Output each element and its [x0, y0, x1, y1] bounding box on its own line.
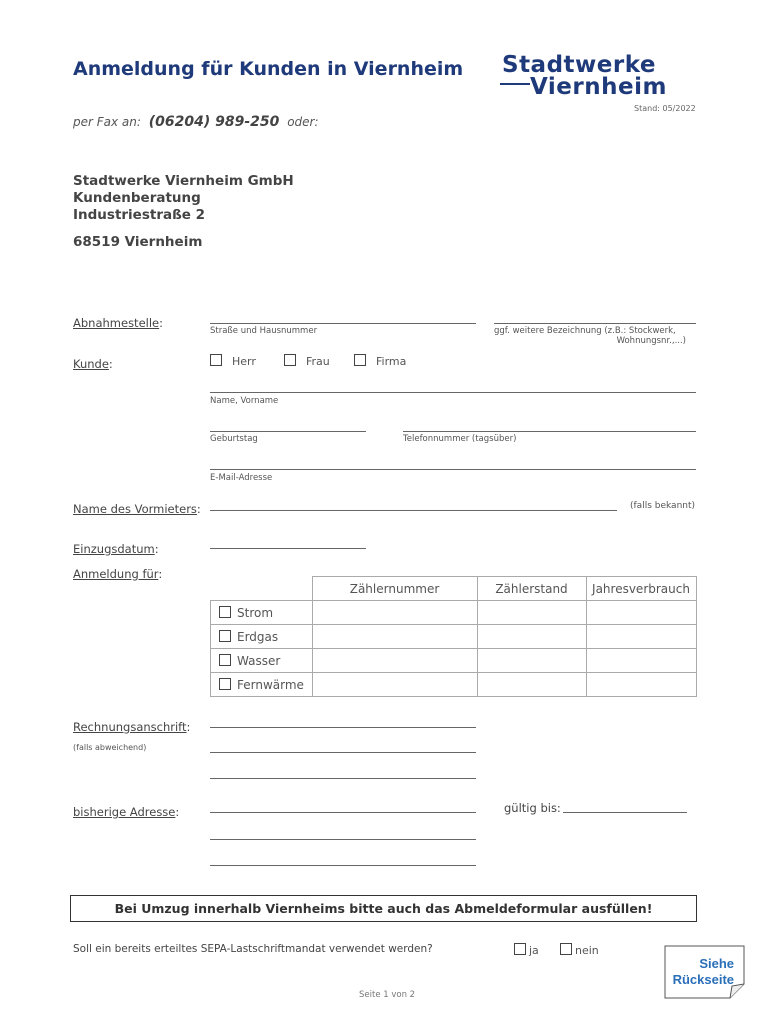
- abnahmestelle-street-input[interactable]: [210, 323, 476, 324]
- gueltig-label: gültig bis:: [504, 801, 561, 815]
- utility-wasser[interactable]: [211, 649, 313, 673]
- table-row: [211, 673, 697, 697]
- address-company: Stadtwerke Viernheim GmbH: [73, 173, 294, 189]
- name-caption: Name, Vorname: [210, 396, 279, 406]
- address-department: Kundenberatung: [73, 190, 201, 206]
- wasser-label: Wasser: [237, 653, 281, 668]
- sepa-nein-label: nein: [575, 944, 599, 957]
- meter-table: [210, 576, 697, 697]
- wasser-zaehlernummer-cell[interactable]: [312, 649, 477, 673]
- strom-zaehlernummer-cell[interactable]: [312, 601, 477, 625]
- rechnung-hint: (falls abweichend): [73, 743, 147, 752]
- sepa-ja-label: ja: [529, 944, 539, 957]
- fernwaerme-jahresverbrauch-cell[interactable]: [586, 673, 696, 697]
- vormieter-hint: (falls bekannt): [630, 501, 696, 511]
- umzug-notice: Bei Umzug innerhalb Viernheims bitte auch das Abmeldeformular ausfüllen!: [70, 895, 697, 922]
- abnahmestelle-row: Abnahmestelle:: [73, 316, 163, 330]
- erdgas-jahresverbrauch-cell[interactable]: [586, 625, 696, 649]
- table-row: [211, 649, 697, 673]
- wasser-jahresverbrauch-cell[interactable]: [586, 649, 696, 673]
- see-back-line-2: Rückseite: [672, 972, 734, 987]
- erdgas-checkbox[interactable]: [219, 630, 231, 642]
- email-caption: E-Mail-Adresse: [210, 473, 273, 483]
- fax-prefix: per Fax an:: [73, 115, 141, 129]
- fernwaerme-zaehlerstand-cell[interactable]: [477, 673, 586, 697]
- wasser-checkbox[interactable]: [219, 654, 231, 666]
- address-city: 68519 Viernheim: [73, 234, 203, 250]
- table-row: [211, 625, 697, 649]
- page-title: Anmeldung für Kunden in Viernheim: [73, 58, 464, 80]
- sepa-ja[interactable]: [514, 943, 539, 957]
- extra-caption-line-1: ggf. weitere Bezeichnung (z.B.: Stockwerk,: [494, 326, 676, 336]
- herr-label: Herr: [232, 355, 256, 368]
- sepa-question: Soll ein bereits erteiltes SEPA-Lastschriftmandat verwendet werden?: [73, 943, 433, 955]
- rechnung-row: Rechnungsanschrift:: [73, 720, 191, 734]
- birthday-input[interactable]: [210, 431, 366, 432]
- vormieter-input[interactable]: [210, 510, 617, 511]
- frau-checkbox[interactable]: [284, 354, 296, 366]
- erdgas-zaehlerstand-cell[interactable]: [477, 625, 586, 649]
- see-back-note: [662, 944, 746, 999]
- anmeldung-label: Anmeldung für: [73, 567, 159, 581]
- address-street: Industriestraße 2: [73, 207, 206, 223]
- stand-date: Stand: 05/2022: [634, 104, 696, 113]
- fax-number: (06204) 989-250: [148, 114, 280, 130]
- extra-caption-line-2: Wohnungsnr.,...): [616, 336, 686, 346]
- stadtwerke-logo: [500, 52, 705, 102]
- page-number: Seite 1 von 2: [359, 990, 416, 1000]
- einzug-label: Einzugsdatum: [73, 542, 155, 556]
- fax-line: [73, 114, 319, 130]
- header-zaehlernummer: Zählernummer: [312, 577, 477, 601]
- salutation-frau[interactable]: [284, 354, 330, 368]
- erdgas-label: Erdgas: [237, 629, 279, 644]
- salutation-firma[interactable]: [354, 354, 406, 368]
- birthday-caption: Geburtstag: [210, 434, 258, 444]
- sepa-ja-checkbox[interactable]: [514, 943, 526, 955]
- herr-checkbox[interactable]: [210, 354, 222, 366]
- rechnung-input-2[interactable]: [210, 752, 476, 753]
- fernwaerme-label: Fernwärme: [237, 677, 304, 692]
- strom-zaehlerstand-cell[interactable]: [477, 601, 586, 625]
- name-input[interactable]: [210, 392, 696, 393]
- firma-checkbox[interactable]: [354, 354, 366, 366]
- bisherige-row: bisherige Adresse:: [73, 805, 180, 819]
- abnahmestelle-label: Abnahmestelle: [73, 316, 160, 330]
- einzug-input[interactable]: [210, 548, 366, 549]
- bisherige-input-2[interactable]: [210, 839, 476, 840]
- erdgas-zaehlernummer-cell[interactable]: [312, 625, 477, 649]
- phone-caption: Telefonnummer (tagsüber): [403, 434, 517, 444]
- fernwaerme-checkbox[interactable]: [219, 678, 231, 690]
- firma-label: Firma: [376, 355, 407, 368]
- street-caption: Straße und Hausnummer: [210, 326, 318, 336]
- gueltig-input[interactable]: [563, 812, 687, 813]
- utility-strom[interactable]: [211, 601, 313, 625]
- salutation-herr[interactable]: [210, 354, 256, 368]
- anmeldung-row: Anmeldung für:: [73, 567, 163, 581]
- bisherige-input-3[interactable]: [210, 865, 476, 866]
- extra-caption: [494, 326, 686, 346]
- vormieter-row: Name des Vormieters:: [73, 502, 201, 516]
- rechnung-input-3[interactable]: [210, 778, 476, 779]
- strom-checkbox[interactable]: [219, 606, 231, 618]
- table-row: [211, 601, 697, 625]
- vormieter-label: Name des Vormieters: [73, 502, 197, 516]
- header-blank: [211, 577, 313, 601]
- kunde-label: Kunde: [73, 357, 109, 371]
- strom-jahresverbrauch-cell[interactable]: [586, 601, 696, 625]
- fax-suffix: oder:: [287, 115, 319, 129]
- see-back-text: [662, 956, 734, 988]
- strom-label: Strom: [237, 605, 274, 620]
- sepa-nein-checkbox[interactable]: [560, 943, 572, 955]
- fernwaerme-zaehlernummer-cell[interactable]: [312, 673, 477, 697]
- logo-line-2: Viernheim: [530, 74, 667, 100]
- kunde-row: Kunde:: [73, 357, 113, 371]
- phone-input[interactable]: [403, 431, 696, 432]
- logo-rule: [500, 83, 530, 85]
- bisherige-input-1[interactable]: [210, 812, 476, 813]
- header-zaehlerstand: Zählerstand: [477, 577, 586, 601]
- frau-label: Frau: [306, 355, 330, 368]
- utility-erdgas[interactable]: [211, 625, 313, 649]
- sepa-nein[interactable]: [560, 943, 599, 957]
- bisherige-label: bisherige Adresse: [73, 805, 176, 819]
- rechnung-label: Rechnungsanschrift: [73, 720, 187, 734]
- recipient-address: [73, 173, 294, 251]
- wasser-zaehlerstand-cell[interactable]: [477, 649, 586, 673]
- rechnung-input-1[interactable]: [210, 727, 476, 728]
- einzug-row: Einzugsdatum:: [73, 542, 159, 556]
- email-input[interactable]: [210, 469, 696, 470]
- logo-line-1: Stadtwerke: [502, 52, 657, 78]
- header-jahresverbrauch: Jahresverbrauch: [586, 577, 696, 601]
- meter-table-header: [211, 577, 697, 601]
- see-back-line-1: Siehe: [699, 956, 734, 971]
- utility-fernwaerme[interactable]: [211, 673, 313, 697]
- abnahmestelle-extra-input[interactable]: [494, 323, 696, 324]
